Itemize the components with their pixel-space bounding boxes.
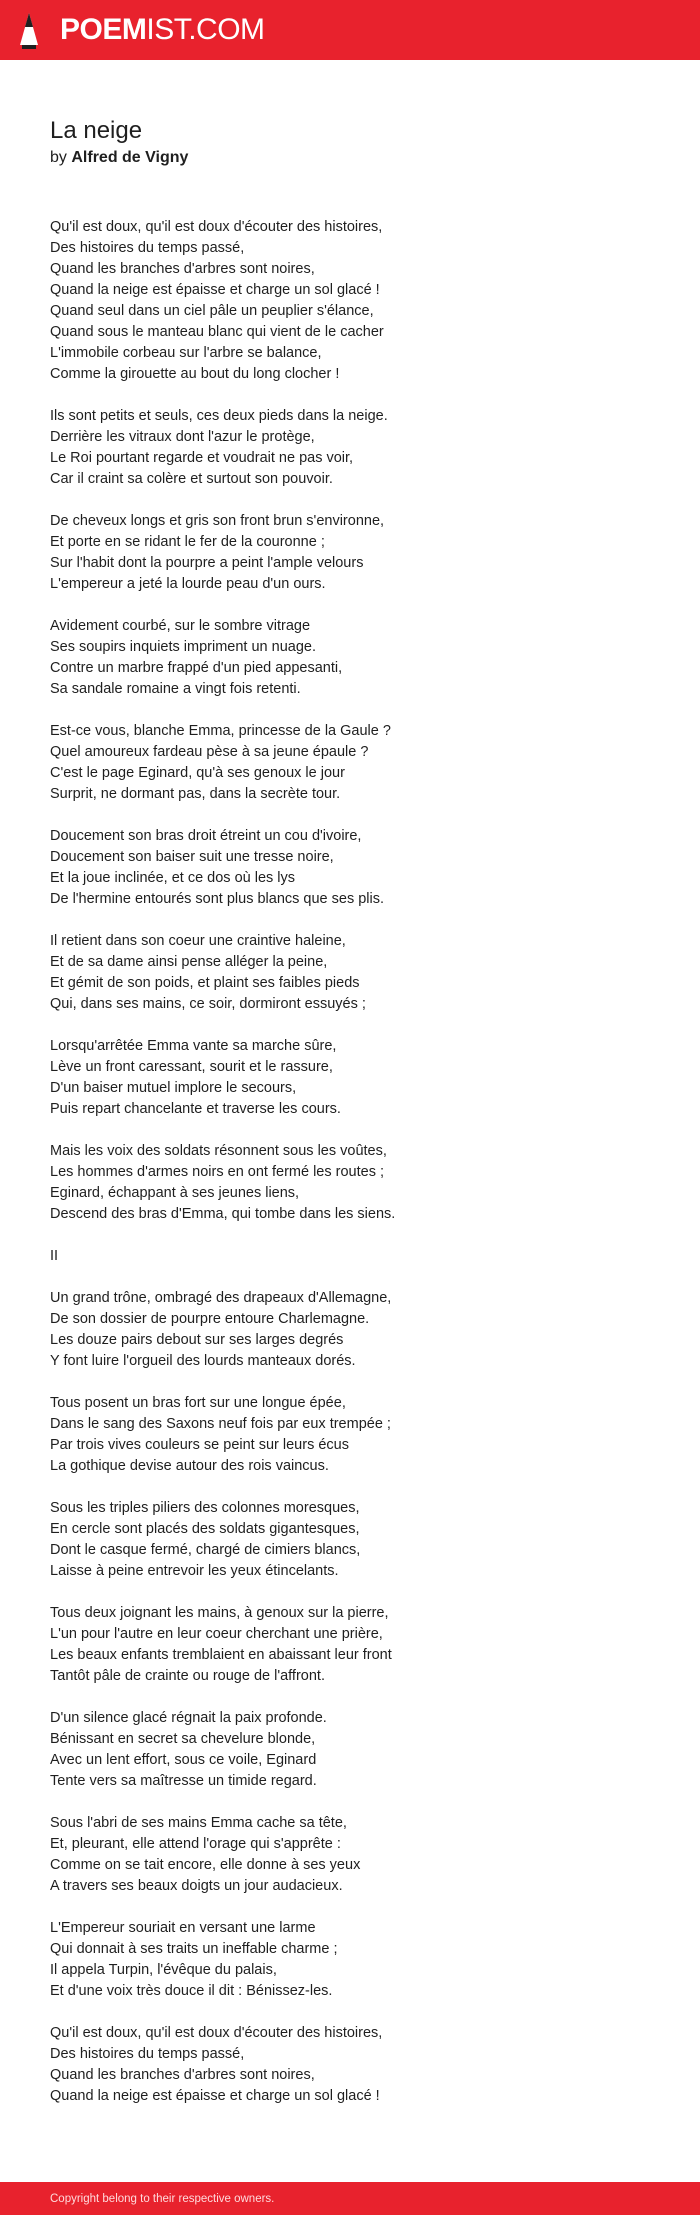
- poem-line: Derrière les vitraux dont l'azur le protège,: [50, 429, 315, 445]
- poem-line: Laisse à peine entrevoir les yeux étincelants.: [50, 1563, 339, 1579]
- poem-line: Comme on se tait encore, elle donne à ses yeux: [50, 1857, 361, 1873]
- poem-line: Qui donnait à ses traits un ineffable charme ;: [50, 1941, 338, 1957]
- poem-line: L'Empereur souriait en versant une larme: [50, 1920, 316, 1936]
- poem-line: Et gémit de son poids, et plaint ses faibles pieds: [50, 975, 360, 991]
- poem-line: Quand la neige est épaisse et charge un sol glacé !: [50, 2088, 380, 2104]
- poem-line: L'un pour l'autre en leur coeur cherchant une prière,: [50, 1626, 383, 1642]
- poem-line: Descend des bras d'Emma, qui tombe dans les siens.: [50, 1206, 396, 1222]
- stanza: [50, 1918, 650, 2002]
- poem-line: II: [50, 1248, 59, 1264]
- poem-line: Qu'il est doux, qu'il est doux d'écouter des histoires,: [50, 2025, 383, 2041]
- site-footer: [0, 2182, 700, 2215]
- poem-line: De son dossier de pourpre entoure Charlemagne.: [50, 1311, 370, 1327]
- stanza: [50, 1603, 650, 1687]
- poem-line: Sous les triples piliers des colonnes moresques,: [50, 1500, 360, 1516]
- poem-line: Car il craint sa colère et surtout son pouvoir.: [50, 471, 333, 487]
- byline: [50, 147, 188, 169]
- poem-line: Comme la girouette au bout du long clocher !: [50, 366, 340, 382]
- poem-line: Contre un marbre frappé d'un pied appesanti,: [50, 660, 343, 676]
- stanza: [50, 1246, 650, 1267]
- poem-line: Il appela Turpin, l'évêque du palais,: [50, 1962, 277, 1978]
- stanza: [50, 2023, 650, 2107]
- poem-line: Bénissant en secret sa chevelure blonde,: [50, 1731, 316, 1747]
- poem-line: Quand sous le manteau blanc qui vient de le cacher: [50, 324, 384, 340]
- poem-line: Doucement son baiser suit une tresse noire,: [50, 849, 334, 865]
- poem-line: Et la joue inclinée, et ce dos où les lys: [50, 870, 296, 886]
- poem-line: Lorsqu'arrêtée Emma vante sa marche sûre,: [50, 1038, 337, 1054]
- stanza: [50, 721, 650, 805]
- poem-line: Quand les branches d'arbres sont noires,: [50, 2067, 315, 2083]
- poem-line: Des histoires du temps passé,: [50, 2046, 245, 2062]
- poem-line: Avec un lent effort, sous ce voile, Eginard: [50, 1752, 317, 1768]
- stanza: [50, 1498, 650, 1582]
- poem-line: Ses soupirs inquiets impriment un nuage.: [50, 639, 316, 655]
- poem-line: Sous l'abri de ses mains Emma cache sa tête,: [50, 1815, 347, 1831]
- poem-line: La gothique devise autour des rois vaincus.: [50, 1458, 329, 1474]
- poem-line: Sa sandale romaine a vingt fois retenti.: [50, 681, 301, 697]
- poem-line: Est-ce vous, blanche Emma, princesse de la Gaule ?: [50, 723, 391, 739]
- stanza: [50, 1141, 650, 1225]
- poem-line: De l'hermine entourés sont plus blancs que ses plis.: [50, 891, 385, 907]
- poem-line: Quand seul dans un ciel pâle un peuplier s'élance,: [50, 303, 374, 319]
- poem-line: Qui, dans ses mains, ce soir, dormiront essuyés ;: [50, 996, 366, 1012]
- poem-body: [50, 217, 650, 2128]
- poem-line: Et de sa dame ainsi pense alléger la peine,: [50, 954, 328, 970]
- site-logo-link[interactable]: [60, 10, 265, 50]
- poem-line: Tantôt pâle de crainte ou rouge de l'affront.: [50, 1668, 325, 1684]
- poem-line: Tous posent un bras fort sur une longue épée,: [50, 1395, 346, 1411]
- poem-line: Ils sont petits et seuls, ces deux pieds dans la neige.: [50, 408, 388, 424]
- poem-line: Dont le casque fermé, chargé de cimiers blancs,: [50, 1542, 361, 1558]
- poem-line: Qu'il est doux, qu'il est doux d'écouter des histoires,: [50, 219, 383, 235]
- stanza: [50, 616, 650, 700]
- stanza: [50, 1813, 650, 1897]
- poem-line: Eginard, échappant à ses jeunes liens,: [50, 1185, 300, 1201]
- poem-line: Des histoires du temps passé,: [50, 240, 245, 256]
- poem-line: C'est le page Eginard, qu'à ses genoux le jour: [50, 765, 345, 781]
- poem-line: Quel amoureux fardeau pèse à sa jeune épaule ?: [50, 744, 369, 760]
- stanza: [50, 217, 650, 385]
- poem-line: De cheveux longs et gris son front brun s'environne,: [50, 513, 385, 529]
- stanza: [50, 1288, 650, 1372]
- poem-line: Quand la neige est épaisse et charge un sol glacé !: [50, 282, 380, 298]
- poem-line: Et porte en se ridant le fer de la couronne ;: [50, 534, 325, 550]
- poem-line: D'un silence glacé régnait la paix profonde.: [50, 1710, 327, 1726]
- poem-line: L'immobile corbeau sur l'arbre se balance,: [50, 345, 322, 361]
- poem-line: Les hommes d'armes noirs en ont fermé les routes ;: [50, 1164, 384, 1180]
- stanza: [50, 1393, 650, 1477]
- poem-line: Tente vers sa maîtresse un timide regard.: [50, 1773, 317, 1789]
- stanza: [50, 1036, 650, 1120]
- poem-line: Quand les branches d'arbres sont noires,: [50, 261, 315, 277]
- poem-line: Et, pleurant, elle attend l'orage qui s'apprête :: [50, 1836, 341, 1852]
- poem-line: Doucement son bras droit étreint un cou d'ivoire,: [50, 828, 362, 844]
- poem-line: L'empereur a jeté la lourde peau d'un ours.: [50, 576, 326, 592]
- stanza: [50, 826, 650, 910]
- stanza: [50, 931, 650, 1015]
- poem-line: Le Roi pourtant regarde et voudrait ne pas voir,: [50, 450, 354, 466]
- stanza: [50, 511, 650, 595]
- poem-line: Tous deux joignant les mains, à genoux sur la pierre,: [50, 1605, 389, 1621]
- byline-prefix: by: [50, 149, 67, 166]
- poem-line: Un grand trône, ombragé des drapeaux d'Allemagne,: [50, 1290, 392, 1306]
- poem-line: Par trois vives couleurs se peint sur leurs écus: [50, 1437, 349, 1453]
- poem-line: Avidement courbé, sur le sombre vitrage: [50, 618, 311, 634]
- poem-line: A travers ses beaux doigts un jour audacieux.: [50, 1878, 343, 1894]
- poem-line: Les beaux enfants tremblaient en abaissant leur front: [50, 1647, 392, 1663]
- poem-title: La neige: [50, 117, 143, 144]
- poem-line: Puis repart chancelante et traverse les cours.: [50, 1101, 341, 1117]
- brand-bold: POEM: [60, 13, 147, 46]
- stanza: [50, 1708, 650, 1792]
- stanza: [50, 406, 650, 490]
- pencil-icon[interactable]: [18, 11, 40, 51]
- poem-line: En cercle sont placés des soldats gigantesques,: [50, 1521, 360, 1537]
- poem-line: Y font luire l'orgueil des lourds manteaux dorés.: [50, 1353, 356, 1369]
- copyright-text: Copyright belong to their respective owners.: [50, 2193, 275, 2205]
- poem-line: Et d'une voix très douce il dit : Bénissez-les.: [50, 1983, 333, 1999]
- poem-line: Surprit, ne dormant pas, dans la secrète tour.: [50, 786, 341, 802]
- author-link[interactable]: Alfred de Vigny: [71, 149, 189, 166]
- site-header: [0, 0, 700, 60]
- poem-line: Sur l'habit dont la pourpre a peint l'ample velours: [50, 555, 364, 571]
- poem-line: D'un baiser mutuel implore le secours,: [50, 1080, 297, 1096]
- poem-line: Lève un front caressant, sourit et le rassure,: [50, 1059, 333, 1075]
- brand-light: IST.COM: [146, 13, 265, 46]
- poem-line: Mais les voix des soldats résonnent sous les voûtes,: [50, 1143, 387, 1159]
- poem-line: Les douze pairs debout sur ses larges degrés: [50, 1332, 344, 1348]
- poem-line: Il retient dans son coeur une craintive haleine,: [50, 933, 346, 949]
- poem-line: Dans le sang des Saxons neuf fois par eux trempée ;: [50, 1416, 391, 1432]
